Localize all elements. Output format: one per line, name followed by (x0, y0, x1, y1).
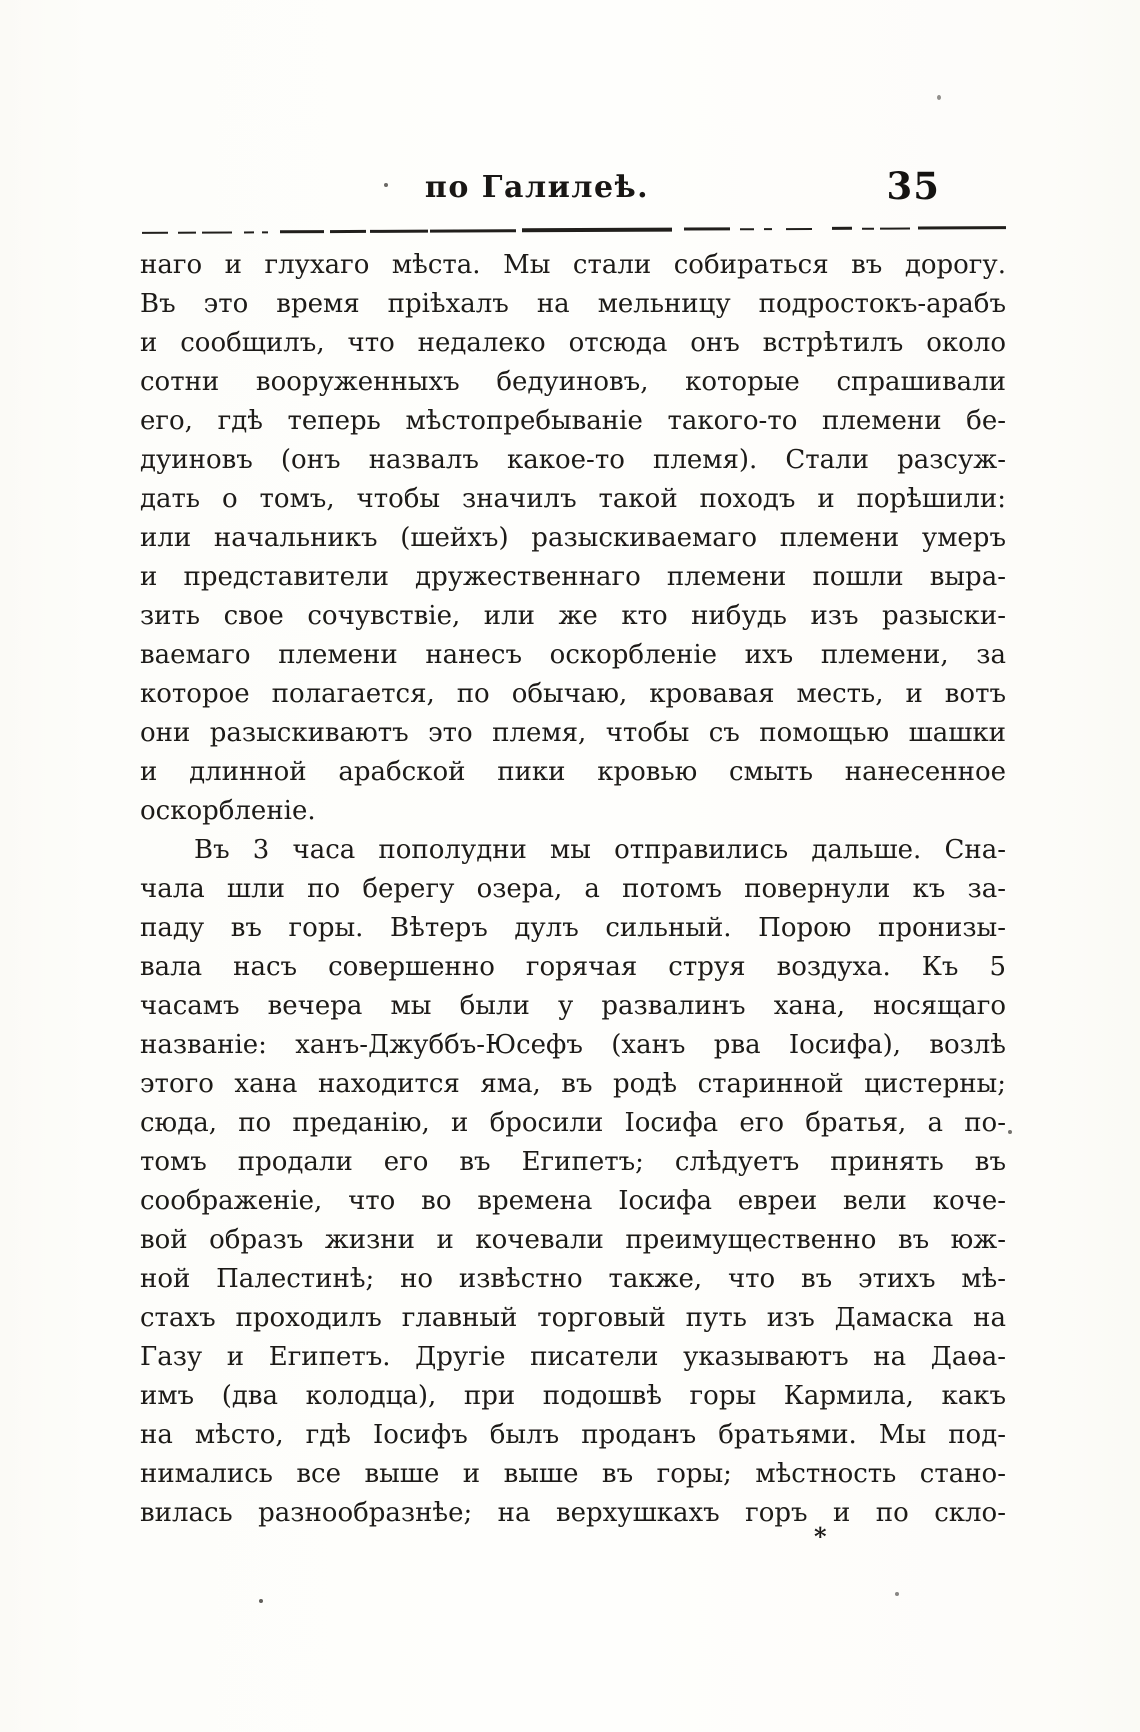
divider-dash (202, 231, 232, 233)
scan-speck (937, 95, 941, 100)
text-line: сотни вооруженныхъ бедуиновъ, которые спрашивали (140, 367, 1006, 397)
text-line: и сообщилъ, что недалеко отсюда онъ встрѣтилъ около (140, 328, 1006, 358)
text-line: стахъ проходилъ главный торговый путь изъ Дамаска на (140, 1303, 1006, 1333)
text-line: ной Палестинѣ; но извѣстно также, что въ этихъ мѣ- (140, 1264, 1006, 1294)
text-line: и длинной арабской пики кровью смыть нанесенное (140, 757, 1006, 787)
page-number: 35 (886, 164, 940, 208)
text-line: Газу и Египетъ. Другіе писатели указываютъ на Даѳа- (140, 1342, 1006, 1372)
text-line: чала шли по берегу озера, а потомъ повернули къ за- (140, 874, 1006, 904)
divider-dash (370, 230, 428, 233)
divider-dash (244, 231, 254, 233)
scan-speck (895, 1592, 899, 1596)
text-line: вилась разнообразнѣе; на верхушкахъ горъ и по скло- (140, 1498, 1006, 1528)
text-line: названіе: ханъ-Джуббъ-Юсефъ (ханъ рва Іосифа), возлѣ (140, 1030, 1006, 1060)
text-line: паду въ горы. Вѣтеръ дулъ сильный. Порою пронизы- (140, 913, 1006, 943)
text-line: этого хана находится яма, въ родѣ старинной цистерны; (140, 1069, 1006, 1099)
divider-dash (764, 228, 772, 230)
text-line: на мѣсто, гдѣ Іосифъ былъ проданъ братьями. Мы под- (140, 1420, 1006, 1450)
divider-dash (832, 227, 852, 230)
text-line: дать о томъ, чтобы значилъ такой походъ и порѣшили: (140, 484, 1006, 514)
divider-dash (330, 230, 366, 233)
divider-dash (430, 229, 516, 232)
text-line: дуиновъ (онъ назвалъ какое-то племя). Стали разсуж- (140, 445, 1006, 475)
text-line-paragraph-end: оскорбленіе. (140, 796, 316, 826)
text-line: соображеніе, что во времена Іосифа евреи вели коче- (140, 1186, 1006, 1216)
text-line: и представители дружественнаго племени пошли выра- (140, 562, 1006, 592)
page-header (140, 164, 1006, 240)
text-line: его, гдѣ теперь мѣстопребываніе такого-то племени бе- (140, 406, 1006, 436)
divider-dash (684, 227, 730, 230)
divider-dash (262, 231, 268, 233)
divider-dash (786, 228, 812, 230)
divider-dash (740, 228, 754, 230)
text-line: наго и глухаго мѣста. Мы стали собираться въ дорогу. (140, 250, 1006, 280)
text-line: нимались все выше и выше въ горы; мѣстность стано- (140, 1459, 1006, 1489)
text-line: сюда, по преданію, и бросили Іосифа его братья, а по- (140, 1108, 1006, 1138)
running-title: по Галилеѣ. (424, 170, 650, 205)
footnote-asterisk: * (814, 1522, 827, 1551)
scan-speck (384, 183, 388, 187)
text-line: или начальникъ (шейхъ) разыскиваемаго племени умеръ (140, 523, 1006, 553)
scan-speck (1008, 1130, 1012, 1134)
text-line: зить свое сочувствіе, или же кто нибудь изъ разыски- (140, 601, 1006, 631)
text-line: Въ это время пріѣхалъ на мельницу подростокъ-арабъ (140, 289, 1006, 319)
divider-dash (862, 228, 874, 230)
text-line: вой образъ жизни и кочевали преимущественно въ юж- (140, 1225, 1006, 1255)
text-line: имъ (два колодца), при подошвѣ горы Кармила, какъ (140, 1381, 1006, 1411)
divider-dash (880, 228, 910, 230)
text-line: часамъ вечера мы были у развалинъ хана, носящаго (140, 991, 1006, 1021)
text-line: они разыскиваютъ это племя, чтобы съ помощью шашки (140, 718, 1006, 748)
divider-dash (280, 230, 324, 233)
text-line: томъ продали его въ Египетъ; слѣдуетъ принять въ (140, 1147, 1006, 1177)
divider-dash (522, 228, 672, 233)
divider-dash (142, 232, 168, 234)
header-divider (142, 225, 1006, 237)
text-line-paragraph-start: Въ 3 часа пополудни мы отправились дальше. Сна- (194, 835, 1006, 865)
page-body (140, 246, 1006, 1533)
text-line: ваемаго племени нанесъ оскорбленіе ихъ племени, за (140, 640, 1006, 670)
scan-speck (259, 1599, 263, 1603)
text-line: которое полагается, по обычаю, кровавая месть, и вотъ (140, 679, 1006, 709)
divider-dash (918, 226, 1006, 229)
text-line: вала насъ совершенно горячая струя воздуха. Къ 5 (140, 952, 1006, 982)
divider-dash (178, 232, 196, 234)
